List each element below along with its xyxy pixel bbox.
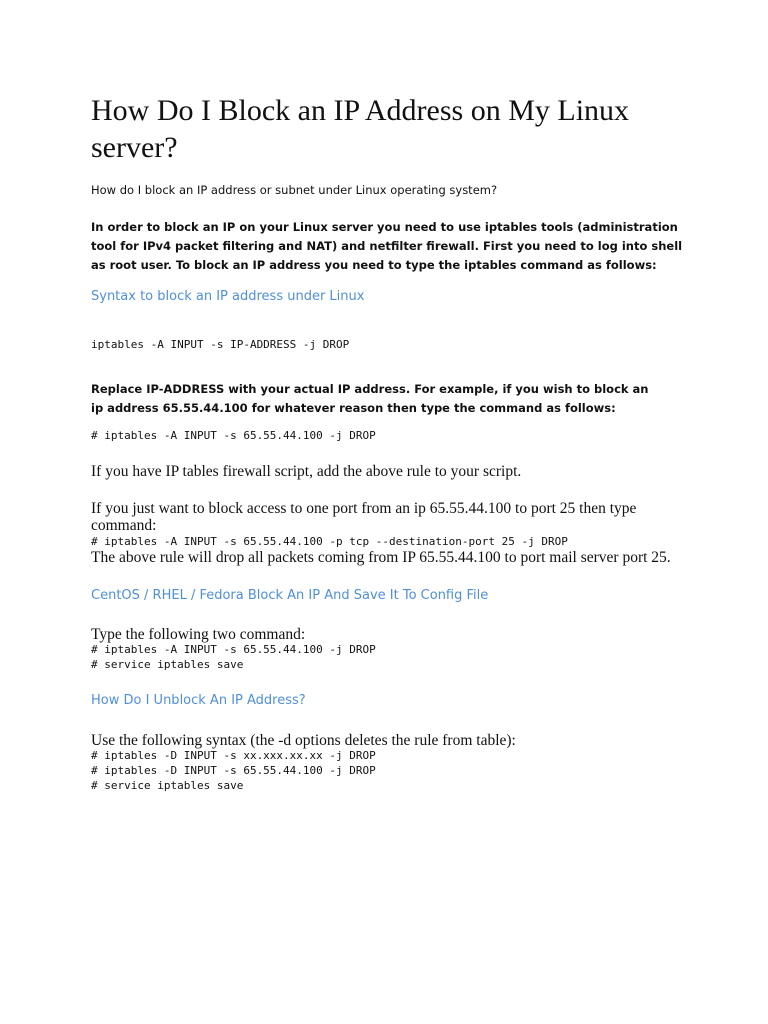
intro-paragraph: In order to block an IP on your Linux server you need to use iptables tools (administration tool for IPv4 packet filtering and NAT) and netfilter firewall. First you need to log into shell as root user. To block an IP address you need to type the iptables command as follows: [91, 220, 683, 272]
script-paragraph: If you have IP tables firewall script, add the above rule to your script. [91, 463, 522, 480]
replace-paragraph: Replace IP-ADDRESS with your actual IP address. For example, if you wish to block an ip address 65.55.44.100 for whatever reason then type the command as follows: [91, 382, 649, 415]
unblock-command-3: # service iptables save [91, 779, 244, 792]
port-result-paragraph: The above rule will drop all packets coming from IP 65.55.44.100 to port mail server port 25. [91, 549, 671, 566]
port-paragraph: If you just want to block access to one port from an ip 65.55.44.100 to port 25 then type command: [91, 500, 637, 534]
example-command: # iptables -A INPUT -s 65.55.44.100 -j DROP [91, 429, 376, 442]
two-command-paragraph: Type the following two command: [91, 626, 306, 643]
syntax-command: iptables -A INPUT -s IP-ADDRESS -j DROP [91, 338, 350, 351]
port-command: # iptables -A INPUT -s 65.55.44.100 -p tcp --destination-port 25 -j DROP [91, 535, 568, 548]
section-heading-syntax: Syntax to block an IP address under Linux [91, 289, 365, 304]
unblock-command-1: # iptables -D INPUT -s xx.xxx.xx.xx -j DROP [91, 749, 376, 762]
page-title: How Do I Block an IP Address on My Linux server? [91, 94, 630, 164]
unblock-command-2: # iptables -D INPUT -s 65.55.44.100 -j DROP [91, 764, 376, 777]
section-heading-centos: CentOS / RHEL / Fedora Block An IP And Save It To Config File [91, 588, 489, 603]
save-command-1: # iptables -A INPUT -s 65.55.44.100 -j DROP [91, 643, 376, 656]
unblock-paragraph: Use the following syntax (the -d options deletes the rule from table): [91, 732, 516, 749]
section-heading-unblock: How Do I Unblock An IP Address? [91, 693, 306, 708]
save-command-2: # service iptables save [91, 658, 244, 671]
question-text: How do I block an IP address or subnet under Linux operating system? [91, 183, 498, 197]
